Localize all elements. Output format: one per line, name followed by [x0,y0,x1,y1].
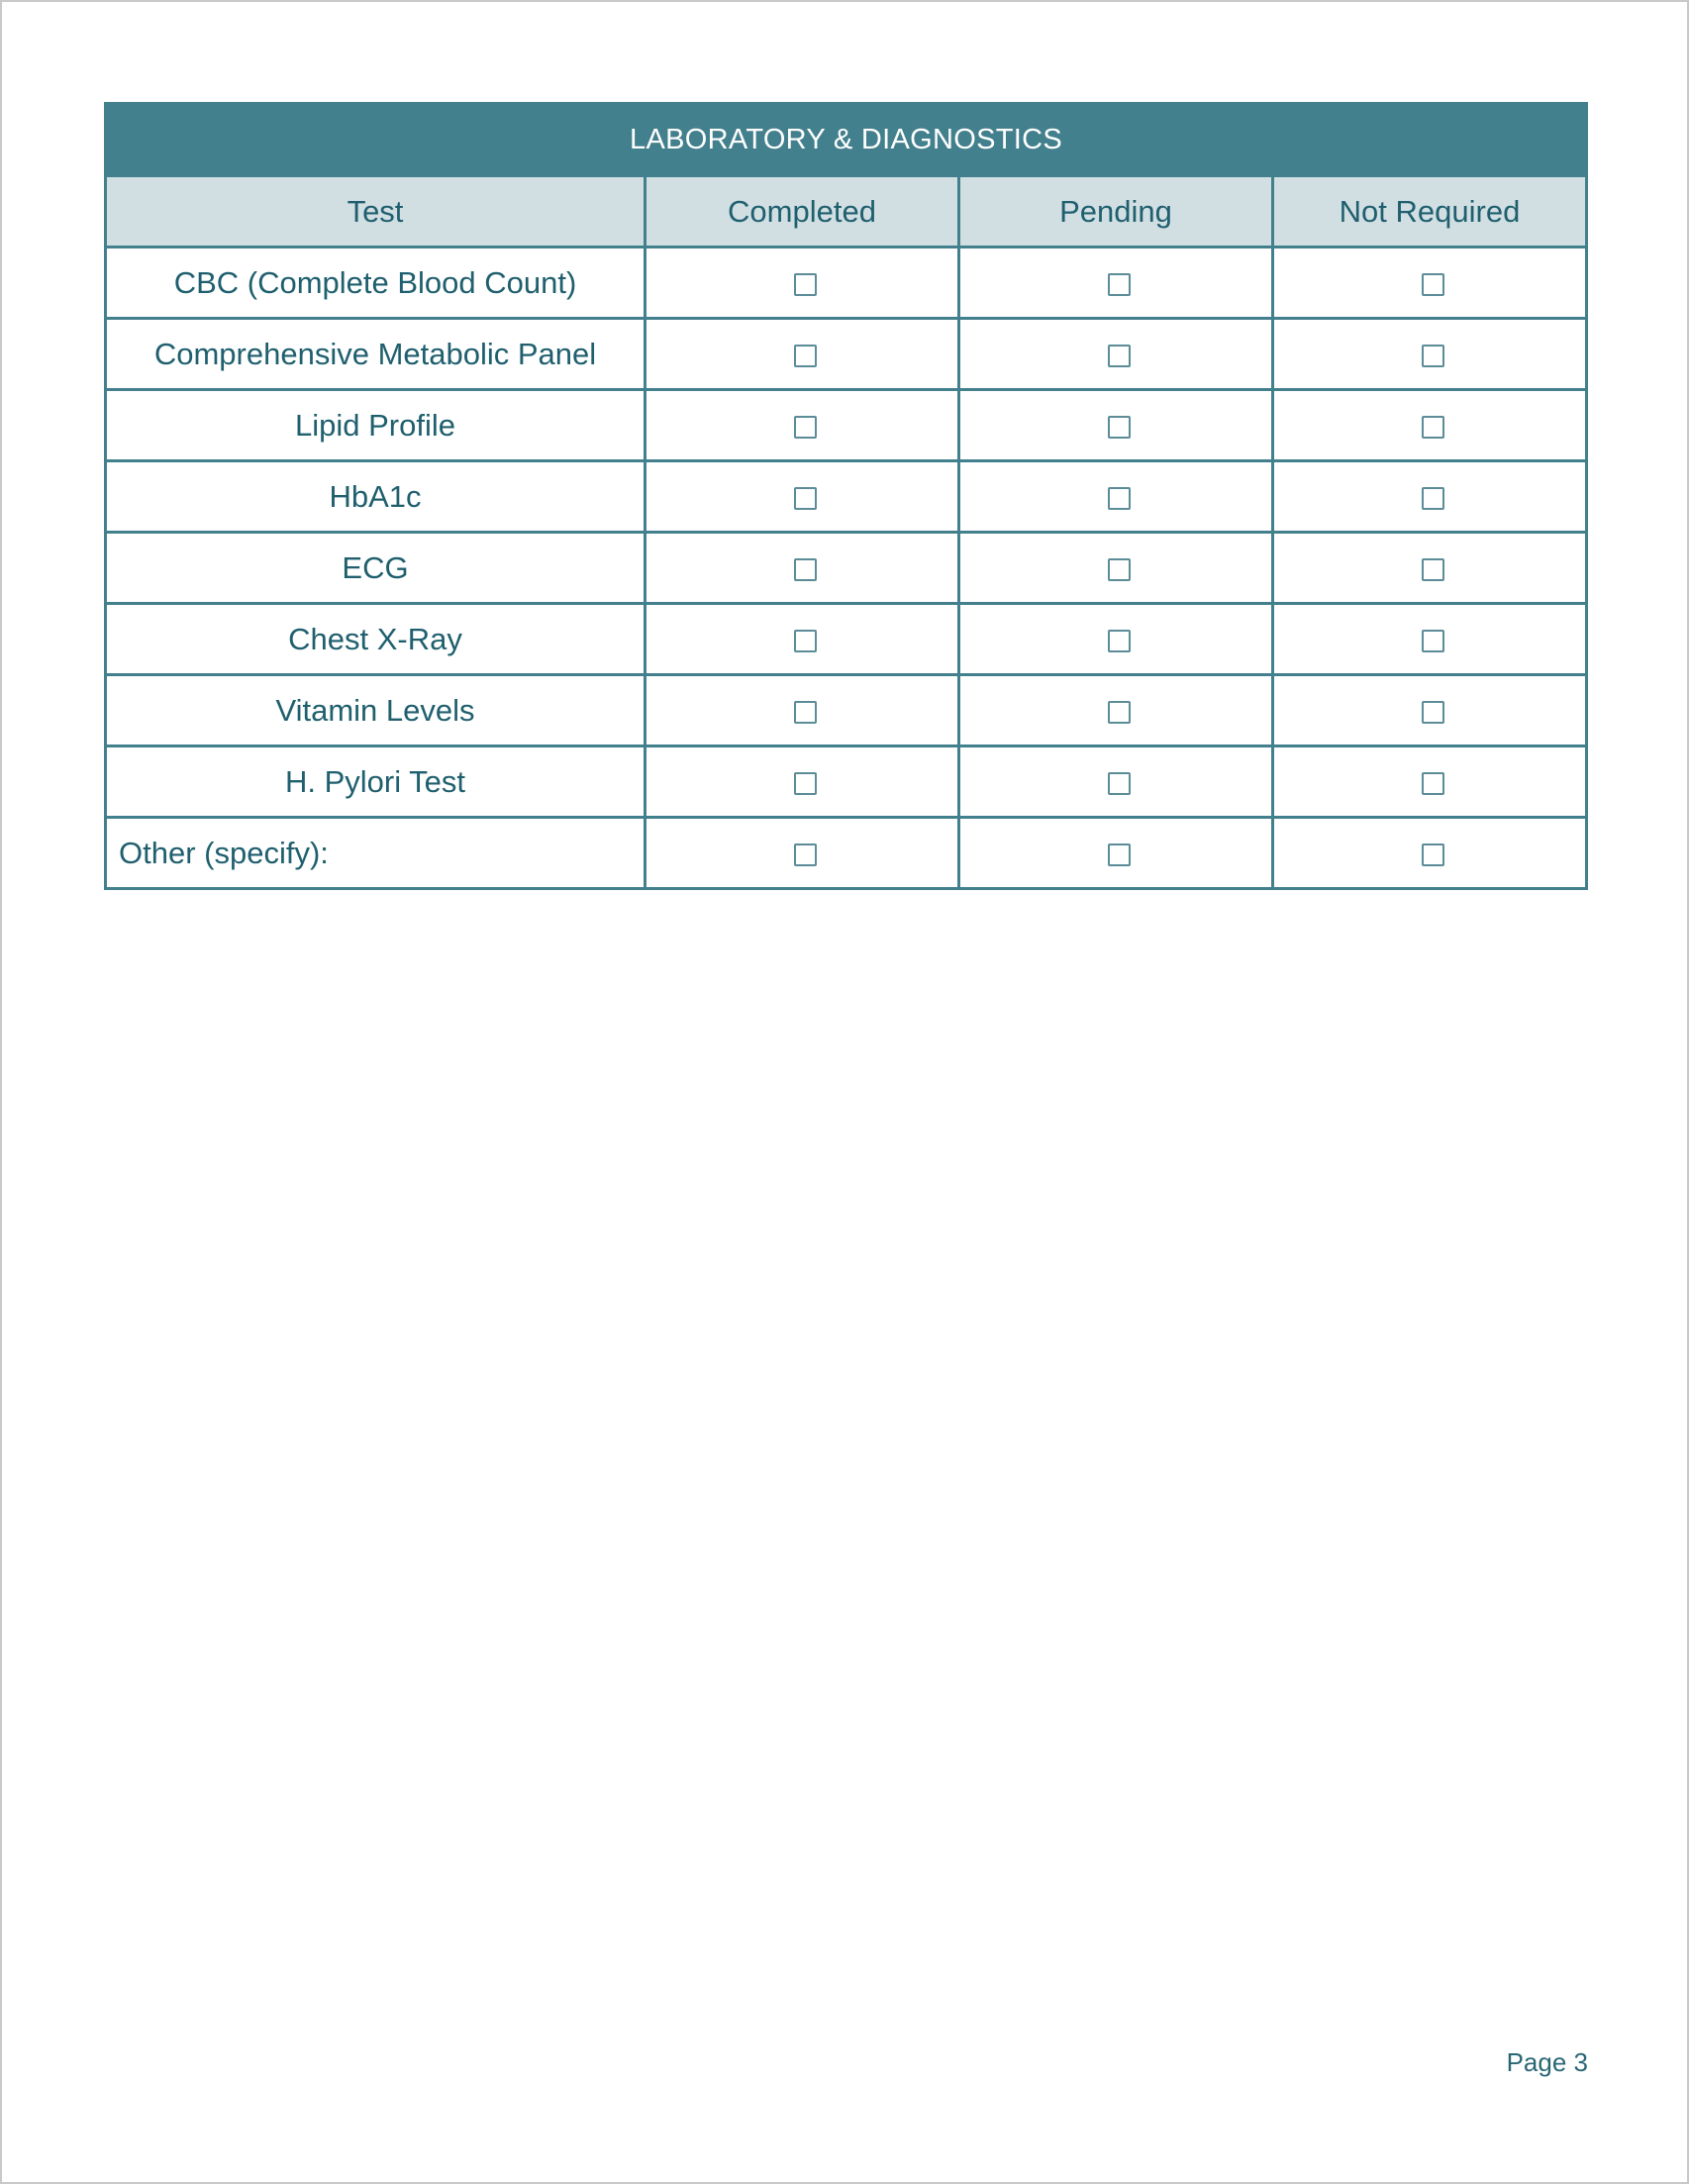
pending-cell [959,248,1273,319]
test-name: H. Pylori Test [106,746,646,818]
pending-checkbox[interactable] [1108,772,1131,795]
pending-checkbox[interactable] [1108,701,1131,724]
completed-cell [646,604,959,675]
table-title-row [106,104,1587,176]
not-required-cell [1273,248,1587,319]
pending-cell [959,818,1273,889]
not-required-checkbox[interactable] [1422,844,1444,866]
not-required-cell [1273,675,1587,746]
completed-cell [646,818,959,889]
pending-checkbox[interactable] [1108,558,1131,581]
completed-checkbox[interactable] [794,844,817,866]
laboratory-diagnostics-table [104,102,1588,890]
table-row [106,675,1587,746]
pending-checkbox[interactable] [1108,630,1131,652]
table-row [106,390,1587,461]
completed-cell [646,746,959,818]
pending-cell [959,746,1273,818]
pending-cell [959,319,1273,390]
not-required-checkbox[interactable] [1422,772,1444,795]
table-row [106,248,1587,319]
not-required-checkbox[interactable] [1422,345,1444,367]
completed-checkbox[interactable] [794,345,817,367]
not-required-checkbox[interactable] [1422,487,1444,510]
completed-cell [646,675,959,746]
column-header-not-required: Not Required [1273,176,1587,248]
table-row [106,818,1587,889]
column-header-test: Test [106,176,646,248]
not-required-cell [1273,533,1587,604]
pending-cell [959,533,1273,604]
not-required-cell [1273,604,1587,675]
completed-checkbox[interactable] [794,630,817,652]
column-header-completed: Completed [646,176,959,248]
test-name: ECG [106,533,646,604]
test-name: Vitamin Levels [106,675,646,746]
not-required-cell [1273,746,1587,818]
table-row [106,319,1587,390]
not-required-checkbox[interactable] [1422,416,1444,439]
test-name: Chest X-Ray [106,604,646,675]
completed-cell [646,533,959,604]
table-row [106,461,1587,533]
pending-checkbox[interactable] [1108,487,1131,510]
completed-cell [646,248,959,319]
not-required-cell [1273,461,1587,533]
completed-checkbox[interactable] [794,772,817,795]
completed-checkbox[interactable] [794,558,817,581]
column-header-pending: Pending [959,176,1273,248]
not-required-checkbox[interactable] [1422,558,1444,581]
completed-cell [646,461,959,533]
pending-checkbox[interactable] [1108,416,1131,439]
pending-cell [959,604,1273,675]
table-row [106,746,1587,818]
test-name: HbA1c [106,461,646,533]
pending-cell [959,390,1273,461]
completed-cell [646,390,959,461]
not-required-cell [1273,319,1587,390]
page-number: Page 3 [1506,2047,1588,2077]
not-required-checkbox[interactable] [1422,701,1444,724]
not-required-cell [1273,390,1587,461]
completed-checkbox[interactable] [794,273,817,296]
table-title: LABORATORY & DIAGNOSTICS [106,104,1587,176]
table-row [106,604,1587,675]
pending-cell [959,675,1273,746]
completed-checkbox[interactable] [794,416,817,439]
test-name: Comprehensive Metabolic Panel [106,319,646,390]
pending-cell [959,461,1273,533]
not-required-checkbox[interactable] [1422,273,1444,296]
test-name: CBC (Complete Blood Count) [106,248,646,319]
completed-checkbox[interactable] [794,701,817,724]
table-header-row [106,176,1587,248]
pending-checkbox[interactable] [1108,844,1131,866]
pending-checkbox[interactable] [1108,273,1131,296]
not-required-checkbox[interactable] [1422,630,1444,652]
completed-cell [646,319,959,390]
completed-checkbox[interactable] [794,487,817,510]
pending-checkbox[interactable] [1108,345,1131,367]
table-row [106,533,1587,604]
test-name-other[interactable]: Other (specify): [106,818,646,889]
not-required-cell [1273,818,1587,889]
test-name: Lipid Profile [106,390,646,461]
